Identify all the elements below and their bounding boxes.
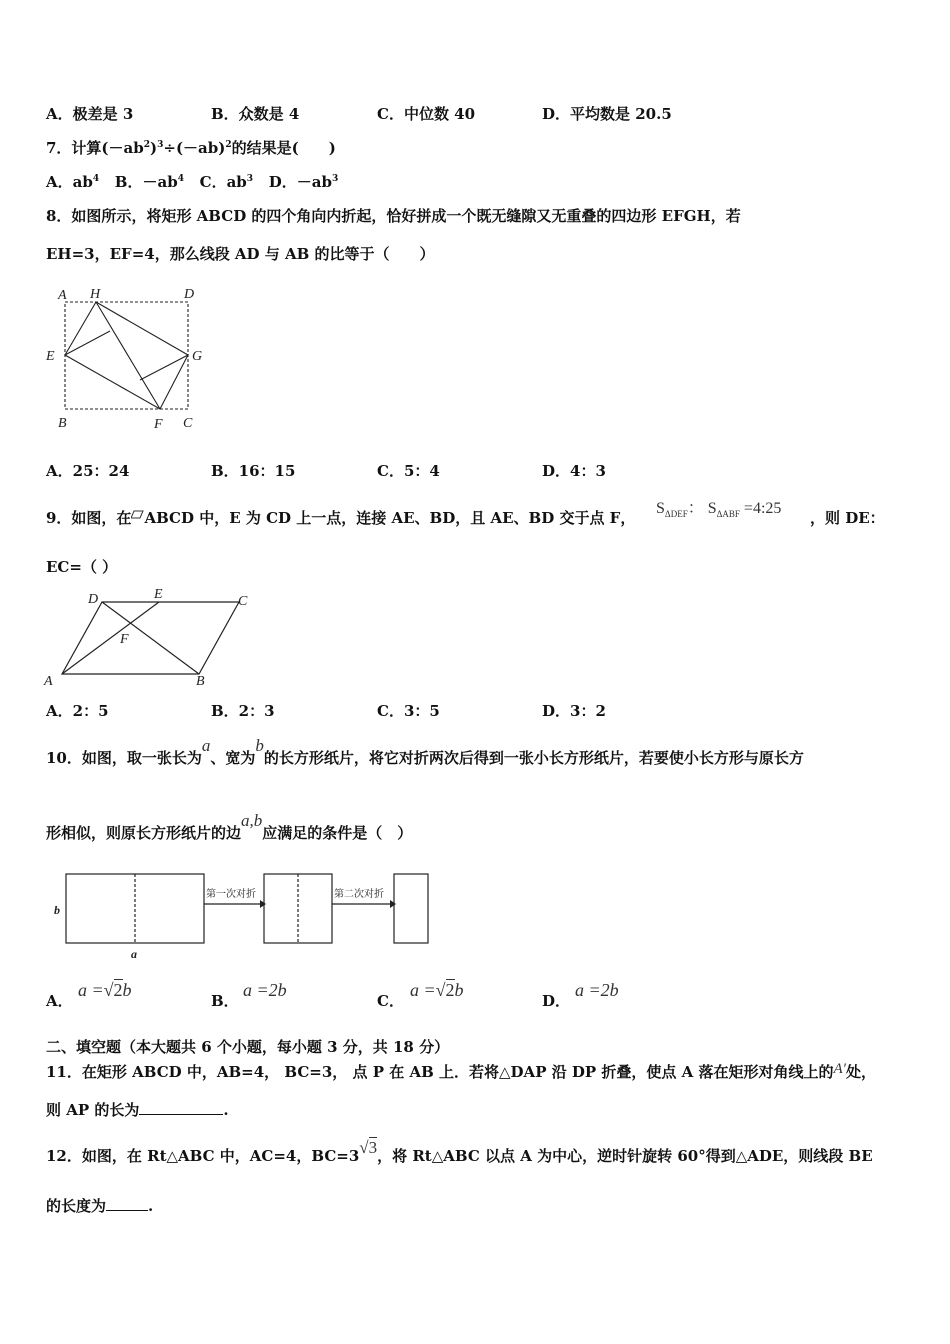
q8-diagonal-hf <box>96 302 160 409</box>
q10-step1-label: 第一次对折 <box>206 889 256 900</box>
q8-label-f: F <box>154 417 163 432</box>
q9-colon: ： <box>687 500 704 517</box>
q12-pre: 12．如图，在 Rt△ABC 中，AC=4，BC=3 <box>46 1147 360 1165</box>
q7-option-d: D．－ab <box>268 173 332 191</box>
q7-stem <box>46 137 336 158</box>
q6-option-c: C．中位数 40 <box>377 105 476 123</box>
q10-option-b-label: B． <box>211 992 239 1010</box>
q12-line2-pre: 的长度为 <box>46 1197 107 1215</box>
q9-label-f: F <box>120 632 129 647</box>
q10-option-a-pre: a = <box>78 980 104 1000</box>
sqrt-icon: √ <box>435 980 446 1000</box>
q7-option-c-sup: 3 <box>246 174 254 184</box>
q8-label-e: E <box>46 349 55 364</box>
q11-line2-post: . <box>223 1101 229 1119</box>
q8-label-c: C <box>183 416 193 431</box>
q8-option-d: D．4：3 <box>542 462 606 480</box>
q10-option-c-expr <box>410 980 464 1001</box>
q9-s2: S <box>707 500 717 517</box>
q12-answer-blank[interactable] <box>106 1210 148 1211</box>
q7-sup2: 3 <box>157 140 164 150</box>
q9-label-c: C <box>238 594 248 609</box>
q9-label-b: B <box>196 674 205 689</box>
q8-fold-g <box>140 355 188 380</box>
q10-label-b: b <box>54 903 60 917</box>
q7-stem-pre: 7．计算(－ab <box>46 139 144 157</box>
q6-option-b: B．众数是 4 <box>211 105 300 123</box>
q9-ratio: =4:25 <box>743 500 782 517</box>
q10-arrowhead-2 <box>390 900 396 908</box>
parallelogram-icon <box>131 510 144 520</box>
q10-rect-quarter <box>394 874 428 943</box>
q12-line1 <box>46 1138 873 1166</box>
q10-option-c-pre: a = <box>410 980 436 1000</box>
q7-sup3: 2 <box>225 140 232 150</box>
q10-label-a: a <box>131 947 137 961</box>
q12-root: 3 <box>368 1138 378 1157</box>
q6-option-a: A．极差是 3 <box>46 105 134 123</box>
q10-line2-vars: a,b <box>241 811 263 830</box>
q11-answer-blank[interactable] <box>139 1114 223 1115</box>
q10-var-b: b <box>255 736 264 755</box>
q11-line2 <box>46 1099 229 1120</box>
q10-p2: 、宽为 <box>210 749 256 767</box>
q10-option-c-label: C． <box>377 992 404 1010</box>
q8-line1: 8．如图所示，将矩形 ABCD 的四个角向内折起，恰好拼成一个既无缝隙又无重叠的四边形 EFGH，若 <box>46 207 741 225</box>
q8-option-c: C．5：4 <box>377 462 440 480</box>
q10-option-c-post: b <box>454 980 464 1000</box>
q7-mid2: ÷(－ab) <box>163 139 226 157</box>
q8-rect-abcd <box>65 302 188 409</box>
q12-line2 <box>46 1195 153 1216</box>
q9-option-b: B．2：3 <box>211 702 275 720</box>
q7-option-b: B．－ab <box>114 173 178 191</box>
q6-option-d: D．平均数是 20.5 <box>542 105 672 123</box>
section2-heading: 二、填空题（本大题共 6 个小题，每小题 3 分，共 18 分） <box>46 1038 450 1056</box>
q9-mid: ABCD 中，E 为 CD 上一点，连接 AE、BD，且 AE、BD 交于点 F， <box>144 509 636 527</box>
q8-quad-efgh <box>65 302 188 409</box>
q7-option-d-sup: 3 <box>331 174 339 184</box>
q8-option-a: A．25：24 <box>46 462 130 480</box>
q9-s1-sub: ΔDEF <box>664 509 688 520</box>
q10-option-d-expr: a =2b <box>575 980 619 1000</box>
q7-option-b-sup: 4 <box>177 174 184 184</box>
q10-option-a-post: b <box>122 980 132 1000</box>
q10-figure <box>46 866 446 966</box>
q8-label-h: H <box>90 287 101 302</box>
sqrt-icon: √ <box>359 1138 369 1157</box>
q9-figure <box>40 586 260 692</box>
q8-line2: EH=3，EF=4，那么线段 AD 与 AB 的比等于（ ） <box>46 245 435 263</box>
q7-option-a: A．ab <box>46 173 93 191</box>
q10-option-d-label: D． <box>542 992 571 1010</box>
q10-line1 <box>46 736 804 768</box>
q12-line2-post: . <box>148 1197 154 1215</box>
q7-stem-post: 的结果是( ) <box>231 139 336 157</box>
q9-line-bd <box>102 602 199 674</box>
q8-option-b: B．16：15 <box>211 462 296 480</box>
q8-label-d: D <box>184 287 195 302</box>
q8-label-g: G <box>192 349 203 364</box>
q9-stem <box>46 507 635 528</box>
q7-option-a-sup: 4 <box>92 174 100 184</box>
q11-line1-text: 11．在矩形 ABCD 中，AB=4， BC=3， 点 P 在 AB 上．若将△DAP 沿 DP 折叠，使点 A 落在矩形对角线上的 <box>46 1063 834 1081</box>
q8-label-b: B <box>58 416 67 431</box>
q12-post: ，将 Rt△ABC 以点 A 为中心，逆时针旋转 60°得到△ADE，则线段 BE <box>377 1147 873 1165</box>
q7-options <box>46 171 338 192</box>
q9-area-ratio <box>656 495 781 519</box>
sqrt-icon: √ <box>103 980 114 1000</box>
q10-arrowhead-1 <box>260 900 266 908</box>
q7-mid1: ) <box>150 139 158 157</box>
q9-label-e: E <box>154 587 163 602</box>
q10-var-a: a <box>201 736 211 755</box>
q9-label-a: A <box>44 674 53 689</box>
q9-pre: 9．如图，在 <box>46 509 132 527</box>
q8-figure <box>40 282 220 432</box>
q10-option-a-expr <box>78 980 132 1001</box>
q11-line1 <box>46 1061 876 1082</box>
q9-s2-sub: ΔABF <box>716 509 740 520</box>
q8-label-a: A <box>58 288 67 303</box>
q9-line2: EC=（ ） <box>46 558 118 576</box>
q11-line2-pre: 则 AP 的长为 <box>46 1101 140 1119</box>
q9-s1: S <box>656 500 665 517</box>
q10-p3: 的长方形纸片，将它对折两次后得到一张小长方形纸片，若要使小长方形与原长方 <box>263 749 804 767</box>
q9-line-ae <box>62 602 159 674</box>
q7-sup1: 2 <box>143 140 151 150</box>
q10-option-b-expr: a =2b <box>243 980 287 1000</box>
q10-p1: 10．如图，取一张长为 <box>46 749 202 767</box>
q7-option-c: C．ab <box>199 173 247 191</box>
q10-step2-label: 第二次对折 <box>334 889 384 900</box>
q9-option-c: C．3：5 <box>377 702 440 720</box>
q10-option-a-label: A． <box>46 992 73 1010</box>
q9-post: ，则 DE： <box>810 509 885 527</box>
q10-option-c-root: 2 <box>445 980 455 1000</box>
q10-option-a-root: 2 <box>113 980 123 1000</box>
q9-option-a: A．2：5 <box>46 702 109 720</box>
q9-label-d: D <box>88 592 99 607</box>
q9-option-d: D．3：2 <box>542 702 606 720</box>
q11-aprime: A′ <box>833 1061 846 1077</box>
q10-line2-pre: 形相似，则原长方形纸片的边 <box>46 824 242 842</box>
q10-line2-post: 应满足的条件是（ ） <box>262 824 413 842</box>
q10-line2 <box>46 811 413 843</box>
q11-line1-post: 处， <box>845 1063 876 1081</box>
